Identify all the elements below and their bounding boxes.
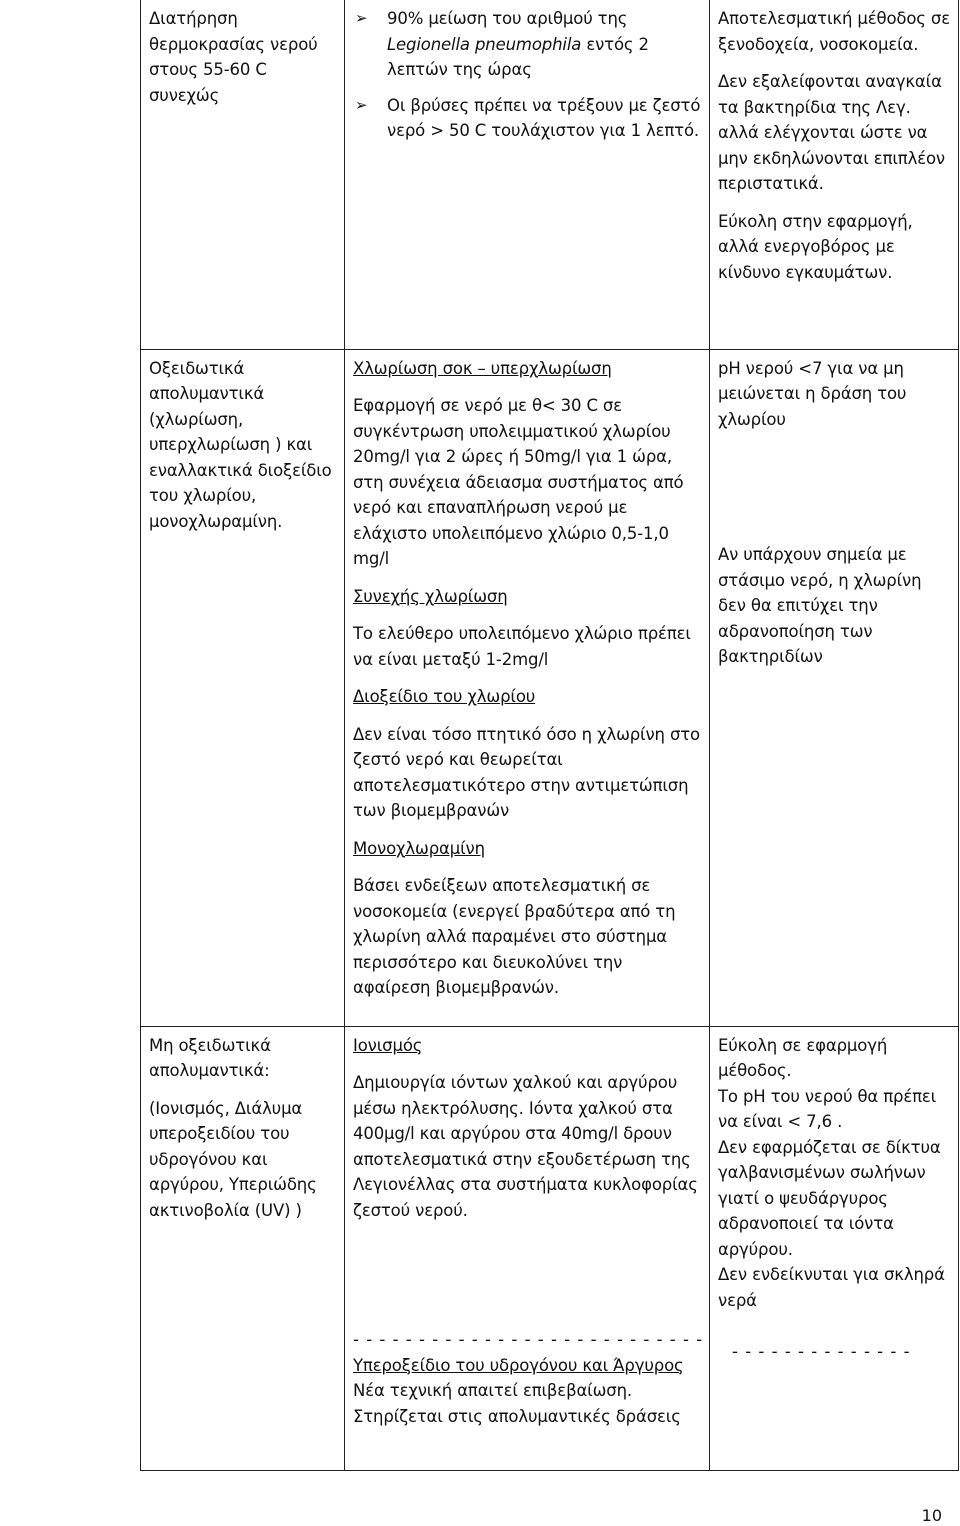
spacer bbox=[718, 1313, 950, 1339]
notes-cell bbox=[710, 0, 959, 349]
table-row bbox=[141, 1026, 959, 1470]
note-text: Δεν εφαρμόζεται σε δίκτυα γαλβανισμένων σωλήνων γιατί ο ψευδάργυρος αδρανοποιεί τα ιόντα αργύρου. bbox=[718, 1137, 941, 1259]
section-text: Στηρίζεται στις απολυμαντικές δράσεις bbox=[353, 1406, 681, 1426]
note-text: Δεν εξαλείφονται αναγκαία τα βακτηρίδια της Λεγ. αλλά ελέγχονται ώστε να μην εκδηλώνονται επιπλέον περιστατικά. bbox=[718, 72, 945, 193]
page-number: 10 bbox=[921, 1506, 942, 1525]
spacer bbox=[353, 1223, 701, 1327]
description-cell bbox=[345, 0, 710, 349]
section-heading: Ιονισμός bbox=[353, 1035, 423, 1055]
section-heading: Χλωρίωση σοκ – υπερχλωρίωση bbox=[353, 358, 612, 378]
spacer bbox=[718, 432, 950, 542]
arrow-bullet-icon: ➢ bbox=[355, 9, 368, 27]
bullet-item: ➢ 90% μείωση του αριθμού της Legionella pneumophila εντός 2 λεπτών της ώρας bbox=[353, 6, 701, 83]
note-text: Αν υπάρχουν σημεία με στάσιμο νερό, η χλωρίνη δεν θα επιτύχει την αδρανοποίηση των βακτηριδίων bbox=[718, 545, 922, 666]
method-text: Οξειδωτικά απολυμαντικά (χλωρίωση, υπερχλωρίωση ) και εναλλακτικά διοξείδιο του χλωρίου, μονοχλωραμίνη. bbox=[149, 358, 332, 531]
method-cell bbox=[141, 0, 345, 349]
notes-cell bbox=[710, 1026, 959, 1470]
section-heading: Συνεχής χλωρίωση bbox=[353, 586, 508, 606]
bullet-item: ➢ Οι βρύσες πρέπει να τρέξουν με ζεστό νερό > 50 C τουλάχιστον για 1 λεπτό. bbox=[353, 93, 701, 144]
note-text: Εύκολη στην εφαρμογή, αλλά ενεργοβόρος με κίνδυνο εγκαυμάτων. bbox=[718, 211, 913, 282]
method-text: (Ιονισμός, Διάλυμα υπεροξειδίου του υδρογόνου και αργύρου, Υπεριώδης ακτινοβολία (UV) ) bbox=[149, 1098, 317, 1220]
description-cell bbox=[345, 349, 710, 1026]
arrow-bullet-icon: ➢ bbox=[355, 95, 368, 114]
section-heading: Διοξείδιο του χλωρίου bbox=[353, 687, 536, 706]
dash-separator: - - - - - - - - - - - - - - - - - - - - - - - - - - - bbox=[353, 1330, 704, 1349]
dash-separator: - - - - - - - - - - - - - - bbox=[732, 1342, 911, 1361]
description-cell bbox=[345, 1026, 710, 1470]
method-cell bbox=[141, 349, 345, 1026]
notes-cell bbox=[710, 349, 959, 1026]
section-text: Νέα τεχνική απαιτεί επιβεβαίωση. bbox=[353, 1381, 632, 1400]
section-text: Δεν είναι τόσο πτητικό όσο η χλωρίνη στο ζεστό νερό και θεωρείται αποτελεσματικότερο στην αντιμετώπιση των βιομεμβρανών bbox=[353, 724, 700, 820]
bullet-list bbox=[353, 6, 701, 144]
section-heading: Υπεροξείδιο του υδρογόνου και Άργυρος bbox=[353, 1355, 684, 1375]
method-cell bbox=[141, 1026, 345, 1470]
section-text: Βάσει ενδείξεων αποτελεσματική σε νοσοκομεία (ενεργεί βραδύτερα από τη χλωρίνη αλλά παραμένει στο σύστημα περισσότερο και διευκολύνει την αφαίρεση βιομεμβρανών. bbox=[353, 876, 676, 997]
note-text: Εύκολη σε εφαρμογή μέθοδος. bbox=[718, 1035, 888, 1080]
section-text: Εφαρμογή σε νερό με θ< 30 C σε συγκέντρωση υπολειμματικού χλωρίου 20mg/l για 2 ώρες ή 50mg/l για 1 ώρα, στη συνέχεια άδειασμα συστήματος από νερό και επαναπλήρωση νερού με ελάχιστο υπολειπόμενο χλώριο 0,5-1,0 mg/l bbox=[353, 396, 684, 568]
note-text: Αποτελεσματική μέθοδος σε ξενοδοχεία, νοσοκομεία. bbox=[718, 9, 950, 54]
table-row bbox=[141, 349, 959, 1026]
note-text: Δεν ενδείκνυται για σκληρά νερά bbox=[718, 1265, 945, 1310]
section-heading: Μονοχλωραμίνη bbox=[353, 838, 485, 858]
note-text: pH νερού <7 για να μη μειώνεται η δράση του χλωρίου bbox=[718, 358, 907, 429]
method-text: Μη οξειδωτικά απολυμαντικά: bbox=[149, 1035, 271, 1080]
section-text: Το ελεύθερο υπολειπόμενο χλώριο πρέπει να είναι μεταξύ 1-2mg/l bbox=[353, 624, 691, 669]
note-text: Το pH του νερού θα πρέπει να είναι < 7,6 . bbox=[718, 1086, 937, 1131]
table-row bbox=[141, 0, 959, 349]
methods-table bbox=[140, 0, 959, 1471]
section-text: Δημιουργία ιόντων χαλκού και αργύρου μέσω ηλεκτρόλυσης. Ιόντα χαλκού στα 400μg/l και αργύρου στα 40mg/l δρουν αποτελεσματικά στην εξουδετέρωση της Λεγιονέλλας στα συστήματα κυκλοφορίας ζεστού νερού. bbox=[353, 1073, 698, 1220]
method-text: Διατήρηση θερμοκρασίας νερού στους 55-60 C συνεχώς bbox=[149, 9, 318, 105]
